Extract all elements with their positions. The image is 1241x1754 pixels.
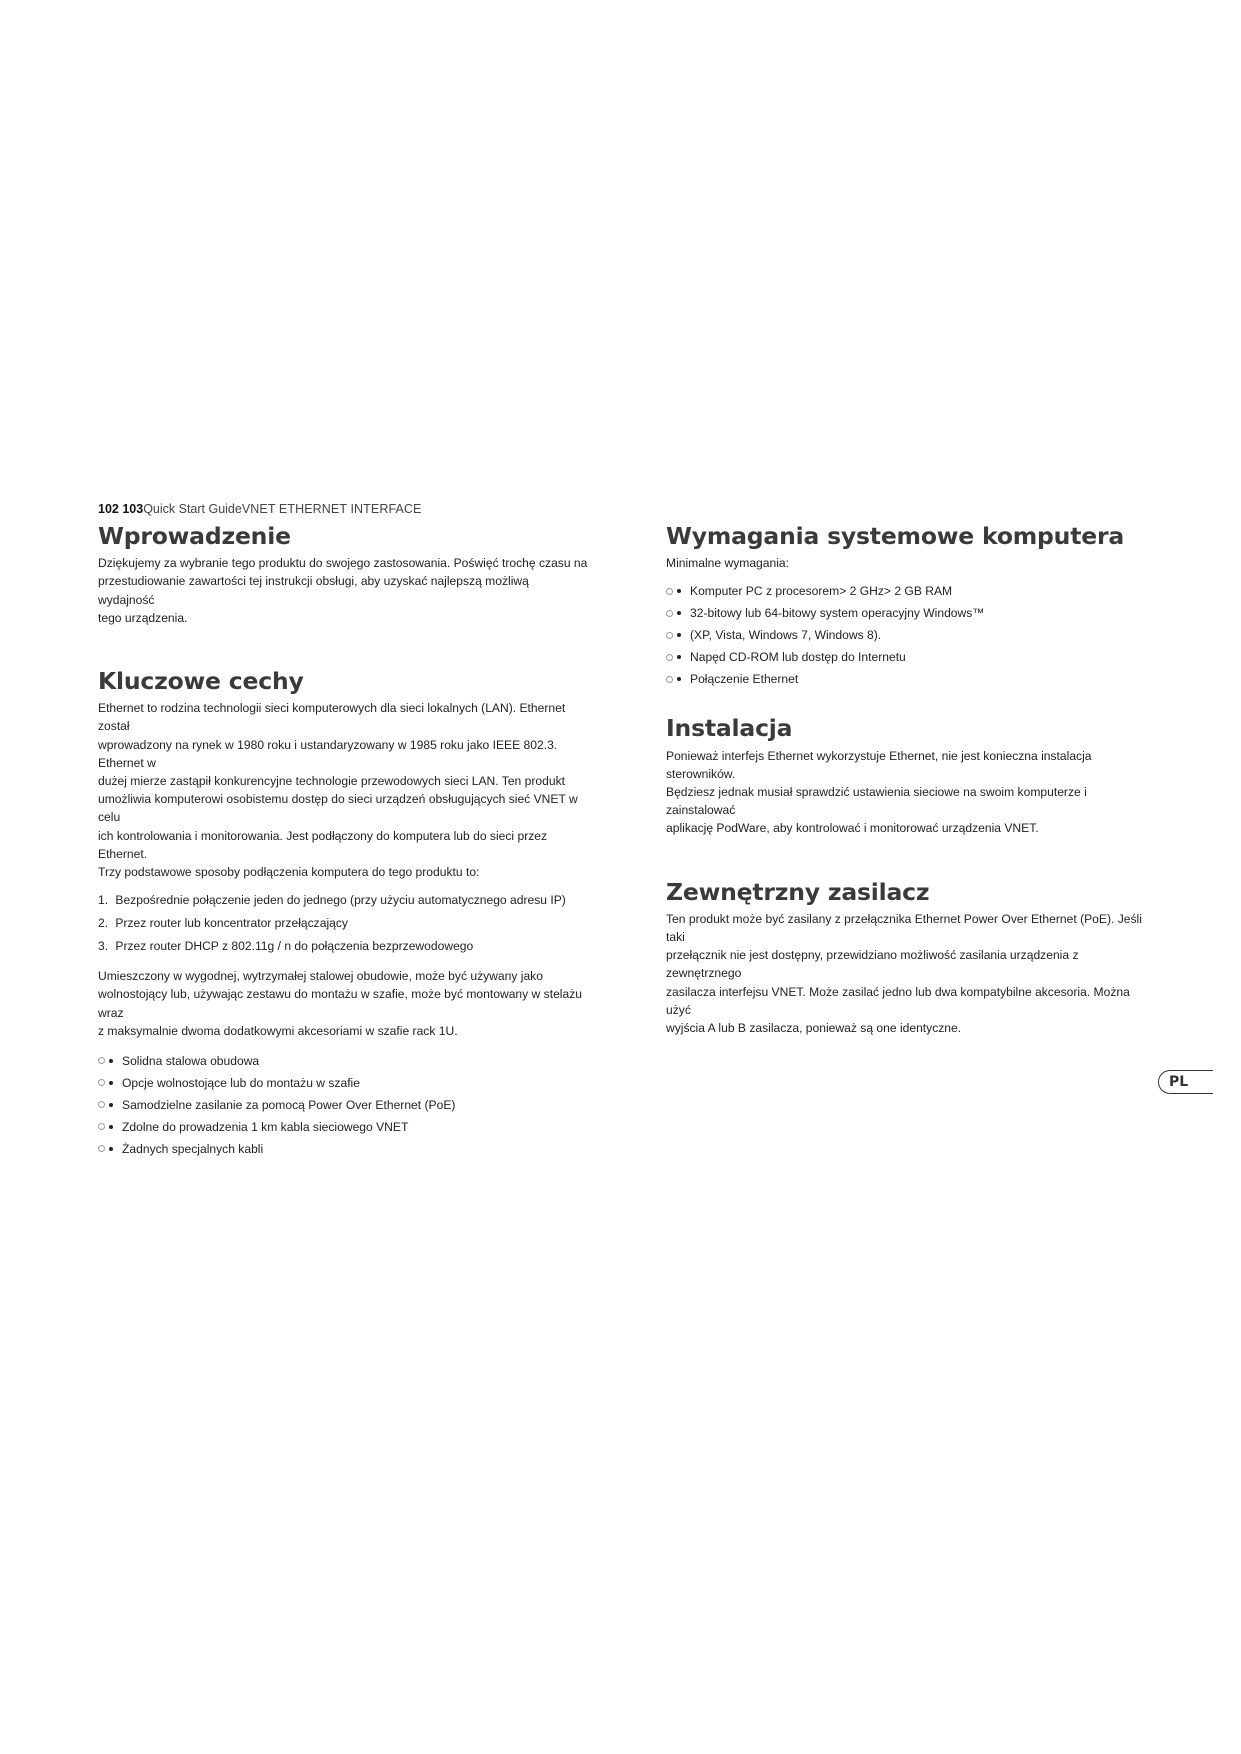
connection-methods-list bbox=[98, 891, 588, 955]
language-tab: PL bbox=[1158, 1070, 1213, 1094]
installation-heading: Instalacja bbox=[666, 714, 793, 743]
bullet-ring-icon bbox=[98, 1057, 105, 1064]
bullet-dot-icon bbox=[109, 1125, 113, 1129]
bullet-ring-icon bbox=[98, 1079, 105, 1086]
list-item: Żadnych specjalnych kabli bbox=[98, 1140, 588, 1158]
features-heading: Kluczowe cechy bbox=[98, 667, 304, 695]
installation-paragraph bbox=[666, 747, 1156, 838]
bullet-ring-icon bbox=[666, 676, 673, 683]
page-numbers: 102 103 bbox=[98, 502, 144, 516]
bullet-dot-icon bbox=[109, 1103, 113, 1107]
bullet-dot-icon bbox=[677, 589, 681, 593]
list-item: Opcje wolnostojące lub do montażu w szafie bbox=[98, 1074, 588, 1092]
intro-line: Dziękujemy za wybranie tego produktu do swojego zastosowania. Poświęć trochę czasu na bbox=[98, 556, 588, 571]
bullet-dot-icon bbox=[109, 1081, 113, 1085]
requirements-subtitle: Minimalne wymagania: bbox=[666, 556, 790, 571]
power-supply-heading: Zewnętrzny zasilacz bbox=[666, 877, 930, 906]
installation-line: Ponieważ interfejs Ethernet wykorzystuje Ethernet, nie jest konieczna instalacja sterowników. bbox=[666, 748, 1092, 781]
power-supply-line: zasilacza interfejsu VNET. Może zasilać jedno lub dwa kompatybilne akcesoria. Można użyć bbox=[666, 984, 1130, 1017]
installation-line: Będziesz jednak musiał sprawdzić ustawienia sieciowe na swoim komputerze i zainstalować bbox=[666, 784, 1087, 818]
list-item: Napęd CD-ROM lub dostęp do Internetu bbox=[666, 648, 1156, 666]
list-item: 3. Przez router DHCP z 802.11g / n do połączenia bezprzewodowego bbox=[98, 939, 474, 954]
power-supply-section bbox=[666, 878, 1156, 1038]
list-item: Komputer PC z procesorem> 2 GHz> 2 GB RAM bbox=[666, 582, 1156, 600]
power-supply-paragraph bbox=[666, 910, 1156, 1037]
requirements-bullet-list bbox=[666, 582, 1156, 688]
requirements-section bbox=[666, 522, 1156, 688]
bullet-dot-icon bbox=[677, 633, 681, 637]
features-paragraph bbox=[98, 699, 588, 881]
installation-line: aplikację PodWare, aby kontrolować i monitorować urządzenia VNET. bbox=[666, 821, 1039, 836]
bullet-ring-icon bbox=[666, 610, 673, 617]
right-column bbox=[666, 522, 1156, 1037]
list-item: Zdolne do prowadzenia 1 km kabla sieciowego VNET bbox=[98, 1118, 588, 1136]
bullet-ring-icon bbox=[666, 588, 673, 595]
list-item: (XP, Vista, Windows 7, Windows 8). bbox=[666, 626, 1156, 644]
list-item: Połączenie Ethernet bbox=[666, 670, 1156, 688]
features-line: wprowadzony na rynek w 1980 roku i ustandaryzowany w 1985 roku jako IEEE 802.3. Ethernet w bbox=[98, 737, 558, 770]
page-header bbox=[98, 502, 422, 516]
features-line: dużej mierze zastąpił konkurencyjne technologie przewodowych sieci LAN. Ten produkt bbox=[98, 774, 565, 788]
power-supply-line: przełącznik nie jest dostępny, przewidziano możliwość zasilania urządzenia z zewnętrznego bbox=[666, 948, 1079, 981]
enclosure-paragraph bbox=[98, 967, 588, 1040]
features-line: umożliwia komputerowi osobistemu dostęp do sieci urządzeń obsługujących sieć VNET w celu bbox=[98, 792, 578, 825]
intro-line: tego urządzenia. bbox=[98, 610, 188, 625]
intro-heading: Wprowadzenie bbox=[98, 522, 291, 550]
list-item: 32-bitowy lub 64-bitowy system operacyjny Windows™ bbox=[666, 604, 1156, 622]
enclosure-line: Umieszczony w wygodnej, wytrzymałej stalowej obudowie, może być używany jako bbox=[98, 969, 543, 984]
features-line: ich kontrolowania i monitorowania. Jest podłączony do komputera lub do sieci przez Ethernet. bbox=[98, 828, 548, 861]
guide-title: Quick Start Guide bbox=[143, 502, 242, 516]
intro-section bbox=[98, 522, 588, 627]
features-line: Trzy podstawowe sposoby podłączenia komputera do tego produktu to: bbox=[98, 865, 480, 880]
bullet-ring-icon bbox=[98, 1145, 105, 1152]
list-item: 1. Bezpośrednie połączenie jeden do jednego (przy użyciu automatycznego adresu IP) bbox=[98, 893, 566, 908]
installation-section bbox=[666, 714, 1156, 837]
list-item: 2. Przez router lub koncentrator przełączający bbox=[98, 916, 348, 931]
left-column bbox=[98, 522, 588, 1162]
features-section bbox=[98, 667, 588, 1158]
enclosure-line: z maksymalnie dwoma dodatkowymi akcesoriami w szafie rack 1U. bbox=[98, 1023, 458, 1038]
bullet-dot-icon bbox=[677, 677, 681, 681]
product-name: VNET ETHERNET INTERFACE bbox=[241, 502, 422, 516]
list-item: Samodzielne zasilanie za pomocą Power Over Ethernet (PoE) bbox=[98, 1096, 588, 1114]
power-supply-line: wyjścia A lub B zasilacza, ponieważ są one identyczne. bbox=[666, 1021, 962, 1035]
intro-line: przestudiowanie zawartości tej instrukcji obsługi, aby uzyskać najlepszą możliwą wydajność bbox=[98, 574, 529, 607]
power-supply-line: Ten produkt może być zasilany z przełącznika Ethernet Power Over Ethernet (PoE). Jeśli taki bbox=[666, 911, 1142, 944]
features-bullet-list bbox=[98, 1052, 588, 1158]
features-line: Ethernet to rodzina technologii sieci komputerowych dla sieci lokalnych (LAN). Ethernet został bbox=[98, 701, 566, 734]
bullet-ring-icon bbox=[666, 654, 673, 661]
bullet-dot-icon bbox=[109, 1147, 113, 1151]
intro-paragraph bbox=[98, 554, 588, 627]
enclosure-line: wolnostojący lub, używając zestawu do montażu w szafie, może być montowany w stelażu wraz bbox=[98, 987, 582, 1020]
bullet-dot-icon bbox=[677, 655, 681, 659]
bullet-ring-icon bbox=[98, 1123, 105, 1130]
bullet-ring-icon bbox=[666, 632, 673, 639]
requirements-heading: Wymagania systemowe komputera bbox=[666, 522, 1125, 550]
bullet-ring-icon bbox=[98, 1101, 105, 1108]
bullet-dot-icon bbox=[677, 611, 681, 615]
bullet-dot-icon bbox=[109, 1059, 113, 1063]
list-item: Solidna stalowa obudowa bbox=[98, 1052, 588, 1070]
